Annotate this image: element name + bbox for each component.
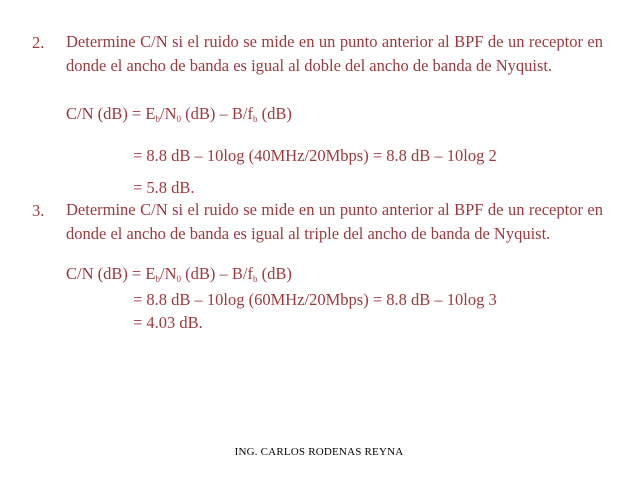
item-number: 2. bbox=[32, 33, 45, 52]
formula-lhs: C/N (dB) = E bbox=[66, 264, 156, 283]
formula-subscript: b bbox=[252, 274, 258, 284]
item-number: 3. bbox=[32, 201, 45, 220]
formula-subscript: b bbox=[252, 114, 258, 124]
problem-text: Determine C/N si el ruido se mide en un punto anterior al BPF de un receptor en donde el ancho de banda es igual al triple del ancho de banda de Nyquist. bbox=[66, 200, 603, 243]
formula-part: /N bbox=[160, 264, 177, 283]
formula-subscript: 0 bbox=[176, 114, 182, 124]
calculation-result: = 4.03 dB. bbox=[133, 313, 203, 332]
problem-text: Determine C/N si el ruido se mide en un punto anterior al BPF de un receptor en donde el ancho de banda es igual al doble del ancho de banda de Nyquist. bbox=[66, 32, 603, 75]
formula-subscript: b bbox=[155, 114, 161, 124]
formula-part: (dB) bbox=[257, 104, 292, 123]
formula-part: (dB) – B/f bbox=[181, 104, 253, 123]
formula-lhs: C/N (dB) = E bbox=[66, 104, 156, 123]
calculation-step: = 8.8 dB – 10log (60MHz/20Mbps) = 8.8 dB – 10log 3 bbox=[133, 290, 497, 309]
formula-subscript: b bbox=[155, 274, 161, 284]
formula-subscript: 0 bbox=[176, 274, 182, 284]
calculation-step: = 8.8 dB – 10log (40MHz/20Mbps) = 8.8 dB – 10log 2 bbox=[133, 146, 497, 165]
footer-author: ING. CARLOS RODENAS REYNA bbox=[234, 446, 404, 458]
formula-line bbox=[66, 264, 292, 284]
problem-statement bbox=[66, 198, 603, 245]
problem-statement bbox=[66, 30, 603, 77]
formula-part: (dB) – B/f bbox=[181, 264, 253, 283]
calculation-result: = 5.8 dB. bbox=[133, 178, 195, 197]
formula-part: /N bbox=[160, 104, 177, 123]
formula-part: (dB) bbox=[257, 264, 292, 283]
formula-line bbox=[66, 104, 292, 124]
